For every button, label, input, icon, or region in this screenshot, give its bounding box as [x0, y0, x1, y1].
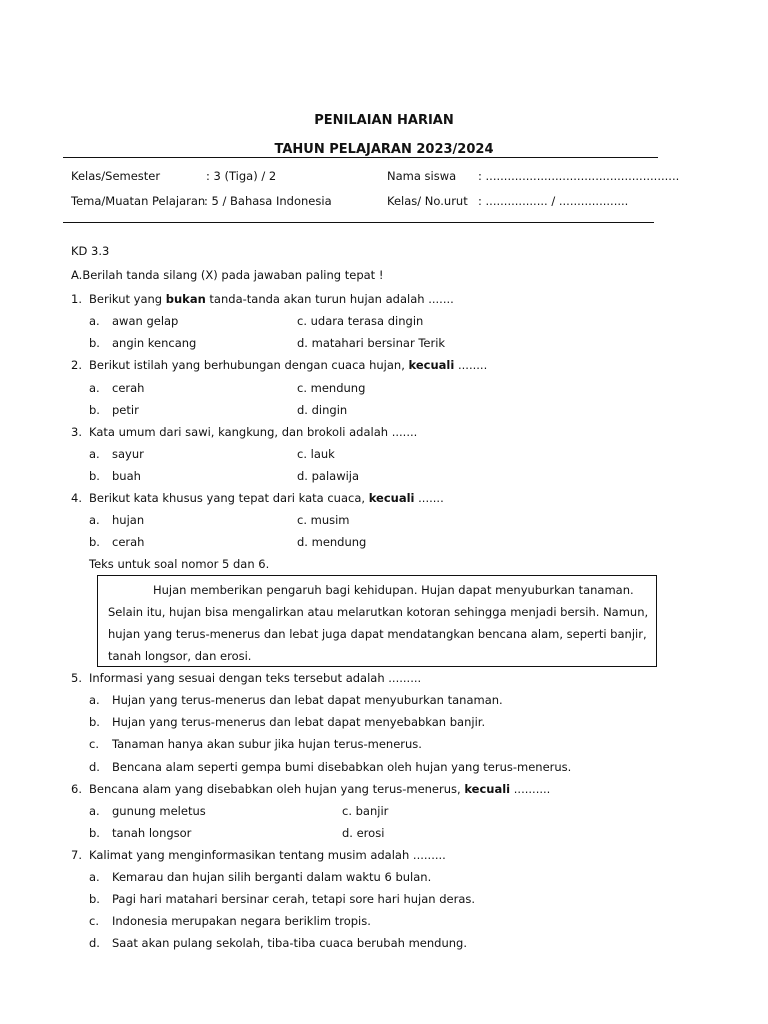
no-urut-value: : ................. / ...................: [478, 194, 629, 208]
option-letter: c.: [89, 737, 99, 751]
nama-label: Nama siswa: [387, 169, 457, 183]
option-letter: b.: [89, 715, 100, 729]
header-rule-top: [63, 157, 658, 158]
doc-title: PENILAIAN HARIAN: [314, 113, 454, 128]
option-c: c. mendung: [297, 381, 366, 395]
option-text: Hujan yang terus-menerus dan lebat dapat menyuburkan tanaman.: [112, 693, 503, 707]
option-text: Indonesia merupakan negara beriklim tropis.: [112, 914, 371, 928]
question-emphasis: bukan: [165, 292, 206, 306]
option-c: c. udara terasa dingin: [297, 314, 424, 328]
option-d: d. mendung: [297, 535, 367, 549]
option-letter: a.: [89, 693, 100, 707]
option-text: Hujan yang terus-menerus dan lebat dapat menyebabkan banjir.: [112, 715, 486, 729]
question-number: 4.: [71, 491, 82, 505]
option-text: Kemarau dan hujan silih berganti dalam waktu 6 bulan.: [112, 870, 432, 884]
option-letter: d.: [89, 760, 100, 774]
passage-line: Selain itu, hujan bisa mengalirkan atau melarutkan kotoran sehingga menjadi bersih. Namun,: [108, 605, 649, 619]
option-text: Pagi hari matahari bersinar cerah, tetapi sore hari hujan deras.: [112, 892, 476, 906]
option-letter: d.: [89, 936, 100, 950]
option-text: tanah longsor: [112, 826, 192, 840]
option-letter: b.: [89, 892, 100, 906]
kelas-label: Kelas/Semester: [71, 169, 161, 183]
option-text: Saat akan pulang sekolah, tiba-tiba cuaca berubah mendung.: [112, 936, 467, 950]
option-text: hujan: [112, 513, 145, 527]
header-rule-bottom: [63, 222, 654, 223]
question-number: 7.: [71, 848, 82, 862]
option-letter: a.: [89, 870, 100, 884]
option-text: sayur: [112, 447, 144, 461]
option-letter: a.: [89, 513, 100, 527]
option-letter: c.: [89, 914, 99, 928]
option-c: c. musim: [297, 513, 350, 527]
question-text: Berikut yang: [89, 292, 166, 306]
option-text: Bencana alam seperti gempa bumi disebabkan oleh hujan yang terus-menerus.: [112, 760, 572, 774]
question-number: 3.: [71, 425, 82, 439]
question-number: 6.: [71, 782, 82, 796]
option-letter: a.: [89, 381, 100, 395]
kd-label: KD 3.3: [71, 244, 110, 258]
option-letter: b.: [89, 403, 100, 417]
question-emphasis: kecuali: [368, 491, 415, 505]
tema-label: Tema/Muatan Pelajaran: [71, 194, 206, 208]
option-letter: a.: [89, 314, 100, 328]
nama-value: : .....................................................: [478, 169, 680, 183]
question-text: Bencana alam yang disebabkan oleh hujan yang terus-menerus,: [89, 782, 465, 796]
option-d: d. dingin: [297, 403, 348, 417]
passage-intro: Teks untuk soal nomor 5 dan 6.: [89, 557, 270, 571]
question-number: 2.: [71, 358, 82, 372]
option-text: awan gelap: [112, 314, 179, 328]
no-urut-label: Kelas/ No.urut: [387, 194, 468, 208]
option-text: angin kencang: [112, 336, 197, 350]
passage-line: hujan yang terus-menerus dan lebat juga dapat mendatangkan bencana alam, seperti banjir,: [108, 627, 647, 641]
option-text: cerah: [112, 535, 145, 549]
question-text-end: ........: [454, 358, 488, 372]
option-letter: b.: [89, 336, 100, 350]
instruction: A.Berilah tanda silang (X) pada jawaban paling tepat !: [71, 268, 384, 282]
option-letter: b.: [89, 826, 100, 840]
option-letter: a.: [89, 804, 100, 818]
question-text: Kata umum dari sawi, kangkung, dan brokoli adalah .......: [89, 425, 418, 439]
option-d: d. erosi: [342, 826, 385, 840]
option-text: petir: [112, 403, 139, 417]
passage-line: tanah longsor, dan erosi.: [108, 649, 252, 663]
option-d: d. palawija: [297, 469, 360, 483]
option-d: d. matahari bersinar Terik: [297, 336, 446, 350]
question-number: 5.: [71, 671, 82, 685]
option-c: c. banjir: [342, 804, 389, 818]
option-text: Tanaman hanya akan subur jika hujan terus-menerus.: [112, 737, 422, 751]
tema-value: : 5 / Bahasa Indonesia: [204, 194, 332, 208]
question-number: 1.: [71, 292, 82, 306]
question-text: Berikut kata khusus yang tepat dari kata cuaca,: [89, 491, 369, 505]
option-text: gunung meletus: [112, 804, 206, 818]
option-text: cerah: [112, 381, 145, 395]
question-emphasis: kecuali: [464, 782, 511, 796]
passage-box: [97, 575, 657, 667]
kelas-value: : 3 (Tiga) / 2: [206, 169, 277, 183]
question-text: Berikut istilah yang berhubungan dengan cuaca hujan,: [89, 358, 409, 372]
option-letter: a.: [89, 447, 100, 461]
option-c: c. lauk: [297, 447, 335, 461]
option-text: buah: [112, 469, 141, 483]
question-text: Kalimat yang menginformasikan tentang musim adalah .........: [89, 848, 446, 862]
question-text-end: tanda-tanda akan turun hujan adalah .......: [205, 292, 454, 306]
question-text-end: .......: [414, 491, 444, 505]
question-text: Informasi yang sesuai dengan teks tersebut adalah .........: [89, 671, 422, 685]
option-letter: b.: [89, 469, 100, 483]
option-letter: b.: [89, 535, 100, 549]
doc-subtitle: TAHUN PELAJARAN 2023/2024: [274, 142, 494, 157]
question-emphasis: kecuali: [408, 358, 455, 372]
question-text-end: ..........: [510, 782, 551, 796]
passage-line: Hujan memberikan pengaruh bagi kehidupan. Hujan dapat menyuburkan tanaman.: [153, 583, 634, 597]
